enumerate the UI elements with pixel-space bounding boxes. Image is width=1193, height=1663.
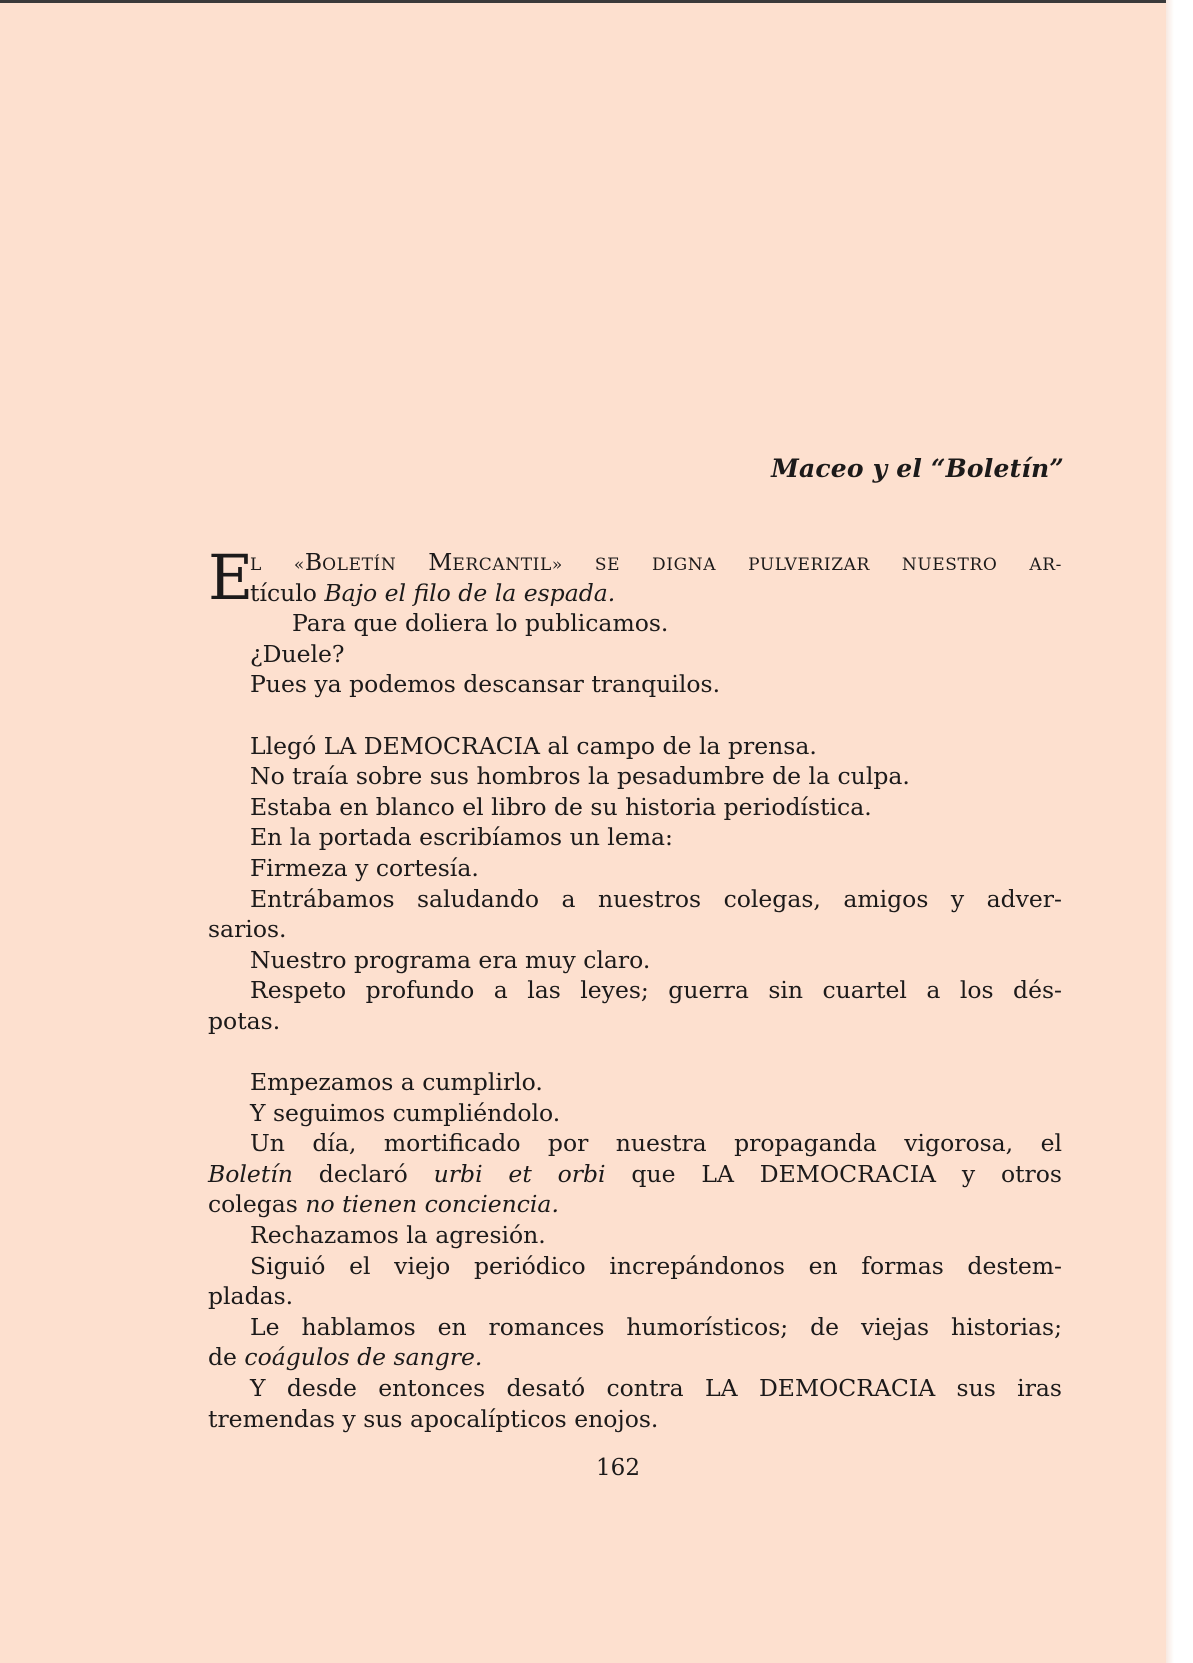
text-line: colegas no tienen conciencia. (208, 1190, 559, 1219)
text-line: Pues ya podemos descansar tranquilos. (250, 670, 721, 699)
chapter-title: Maceo y el “Boletín” (771, 454, 1064, 483)
text-line: Un día, mortificado por nuestra propaganda vigorosa, el (250, 1129, 1062, 1158)
text-line: En la portada escribíamos un lema: (250, 823, 673, 852)
text-line: Para que doliera lo publicamos. (292, 609, 669, 638)
text-line: Siguió el viejo periódico increpándonos en formas destem- (250, 1251, 1062, 1280)
page-edge (1166, 0, 1174, 1663)
body-text (208, 541, 1062, 1434)
text-line: Llegó LA DEMOCRACIA al campo de la prensa. (250, 731, 817, 760)
text-line: de coágulos de sangre. (208, 1343, 483, 1372)
text-line: Empezamos a cumplirlo. (250, 1068, 543, 1097)
text-line: sarios. (208, 915, 287, 944)
paragraph-gap (208, 700, 1062, 731)
text-line: Firmeza y cortesía. (250, 853, 479, 882)
paragraph-gap (208, 1037, 1062, 1068)
text-line: L «BOLETÍN MERCANTIL» SE DIGNA PULVERIZAR NUESTRO AR- (250, 548, 1062, 576)
paragraph-2 (208, 731, 1062, 1037)
text-line: Nuestro programa era muy claro. (250, 945, 651, 974)
text-line: Y desde entonces desató contra LA DEMOCRACIA sus iras (250, 1374, 1062, 1403)
paragraph-3 (208, 1067, 1062, 1434)
text-line: Estaba en blanco el libro de su historia periodística. (250, 792, 872, 821)
paragraph-opening (208, 541, 1062, 700)
text-line: No traía sobre sus hombros la pesadumbre de la culpa. (250, 762, 910, 791)
page-number: 162 (596, 1455, 640, 1481)
text-line: potas. (208, 1006, 281, 1035)
text-line: tículo Bajo el filo de la espada. (250, 578, 616, 607)
text-line: Boletín declaró urbi et orbi que LA DEMOCRACIA y otros (208, 1159, 1062, 1188)
text-line: Le hablamos en romances humorísticos; de viejas historias; (250, 1312, 1062, 1341)
text-line: Respeto profundo a las leyes; guerra sin cuartel a los dés- (250, 976, 1062, 1005)
text-line: ¿Duele? (250, 639, 345, 668)
text-line: Y seguimos cumpliéndolo. (250, 1098, 561, 1127)
text-line: Rechazamos la agresión. (250, 1221, 546, 1250)
text-line: tremendas y sus apocalípticos enojos. (208, 1404, 659, 1433)
text-line: Entrábamos saludando a nuestros colegas, amigos y adver- (250, 884, 1062, 913)
drop-cap: E (208, 541, 254, 614)
text-line: pladas. (208, 1282, 294, 1311)
